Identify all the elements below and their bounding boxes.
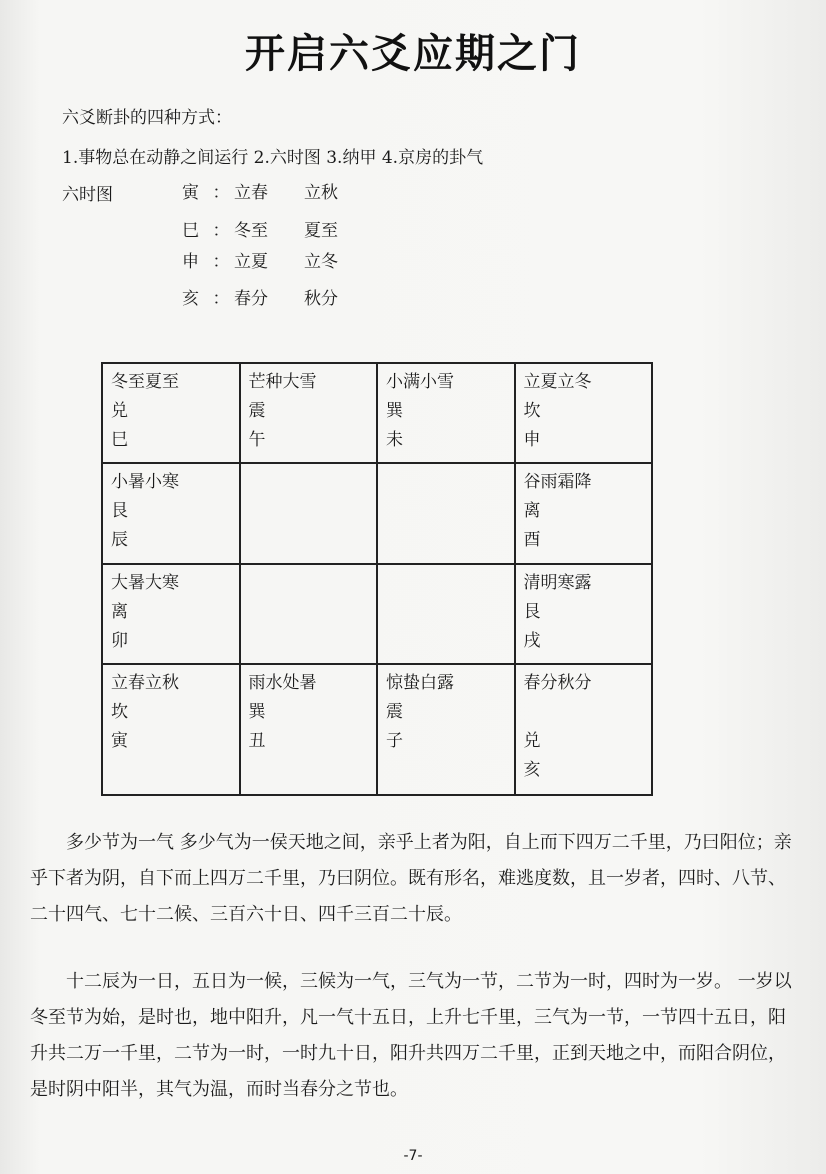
grid-cell-line: 巳 (111, 430, 128, 450)
grid-cell-line: 艮 (111, 501, 128, 522)
paragraph-2: 十二辰为一日，五日为一候，三候为一气，三气为一节，二节为一时，四时为一岁。 一岁以冬至节为始，是时也，地中阳升，凡一气十五日，上升七千里，三气为一节，一节四十五日，阳升共二万一千里，二节为一时，一时九十日，阳升共四万二千里，正到天地之中，而阳合阴位，是时阴中阳半，其气为温，而时当春分之节也。 (30, 971, 792, 1100)
grid-cell-line: 丑 (248, 731, 266, 752)
grid-cell (240, 463, 378, 563)
grid-cell-line: 小暑小寒 (111, 472, 179, 493)
intro-line: 六爻断卦的四种方式： (62, 108, 232, 128)
grid-cell-line: 未 (386, 430, 403, 450)
branch-label: 申 (182, 252, 199, 272)
grid-cell (240, 664, 378, 795)
grid-cell-line: 春分秋分 (523, 673, 592, 694)
grid-cell (240, 564, 378, 664)
grid-row (102, 664, 652, 795)
grid-cell-line: 亥 (523, 760, 541, 781)
methods-line: 1.事物总在动静之间运行 2.六时图 3.纳甲 4.京房的卦气 (62, 148, 484, 168)
grid-cell-line: 兑 (523, 731, 541, 752)
grid-cell-line: 惊蛰白露 (386, 673, 454, 694)
grid-cell-line: 戌 (523, 630, 541, 651)
separator: ： (212, 183, 230, 203)
grid-cell-line: 酉 (523, 530, 541, 551)
grid-cell-line: 子 (386, 731, 403, 752)
separator: ： (212, 289, 230, 309)
grid-cell-line: 立春立秋 (111, 673, 179, 694)
grid-cell (377, 664, 515, 795)
grid-cell-line (524, 698, 644, 727)
grid-cell (102, 664, 240, 795)
grid-cell-line: 震 (386, 702, 403, 723)
grid-cell-line: 大暑大寒 (111, 572, 179, 593)
grid-cell (515, 363, 653, 463)
six-time-chart-label: 六时图 (62, 185, 113, 205)
six-time-grid (101, 362, 653, 796)
term-b: 立冬 (304, 252, 338, 272)
grid-cell-line: 辰 (111, 530, 128, 551)
grid-cell (102, 463, 240, 563)
grid-cell-line: 卯 (111, 630, 128, 651)
grid-cell-line: 离 (523, 501, 541, 522)
grid-cell-line: 雨水处暑 (248, 673, 317, 694)
grid-cell-line: 清明寒露 (523, 572, 592, 593)
grid-cell-line: 午 (248, 430, 266, 450)
grid-cell (102, 564, 240, 664)
grid-cell (377, 564, 515, 664)
grid-cell-line: 坎 (523, 401, 541, 421)
grid-cell-line: 寅 (111, 731, 128, 752)
term-b: 夏至 (304, 221, 338, 241)
grid-cell (377, 363, 515, 463)
page-title: 开启六爻应期之门 (245, 31, 581, 77)
grid-row (102, 463, 652, 563)
grid-cell-line: 震 (248, 401, 266, 421)
grid-cell (515, 664, 653, 795)
grid-row (102, 363, 652, 463)
term-b: 秋分 (304, 289, 338, 309)
six-time-chart-row (182, 247, 374, 272)
paragraph-1: 多少节为一气 多少气为一侯天地之间，亲乎上者为阳，自上而下四万二千里，乃曰阳位；亲乎下者为阴，自下而上四万二千里，乃曰阴位。既有形名，难逃度数，且一岁者，四时、八节、二十四气、七十二候、三百六十日、四千三百二十辰。 (30, 832, 792, 925)
grid-cell (515, 463, 653, 563)
separator: ： (212, 221, 230, 241)
branch-label: 巳 (182, 221, 199, 241)
grid-cell (515, 564, 653, 664)
branch-label: 亥 (182, 289, 199, 309)
grid-cell-line: 小满小雪 (386, 372, 454, 392)
grid-cell-line: 离 (111, 601, 128, 622)
term-a: 春分 (234, 289, 268, 309)
term-a: 立夏 (234, 252, 268, 272)
term-a: 立春 (234, 183, 268, 203)
six-time-chart-row (182, 216, 374, 241)
grid-cell-line: 巽 (386, 401, 403, 421)
grid-cell-line: 冬至夏至 (111, 372, 179, 392)
grid-cell-line: 立夏立冬 (523, 372, 592, 392)
grid-cell-line: 巽 (248, 702, 266, 723)
grid-cell-line: 芒种大雪 (248, 372, 317, 392)
branch-label: 寅 (182, 183, 199, 203)
grid-cell-line: 坎 (111, 702, 128, 723)
grid-row (102, 564, 652, 664)
grid-cell-line: 谷雨霜降 (523, 472, 592, 493)
page-number: -7- (403, 1148, 423, 1164)
grid-cell (377, 463, 515, 563)
grid-cell-line: 兑 (111, 401, 128, 421)
six-time-chart-row (182, 178, 374, 203)
grid-cell-line: 艮 (523, 601, 541, 622)
six-time-chart-row (182, 284, 374, 309)
term-b: 立秋 (304, 183, 338, 203)
term-a: 冬至 (234, 221, 268, 241)
grid-cell (102, 363, 240, 463)
grid-cell (240, 363, 378, 463)
grid-cell-line: 申 (523, 430, 541, 450)
separator: ： (212, 252, 230, 272)
